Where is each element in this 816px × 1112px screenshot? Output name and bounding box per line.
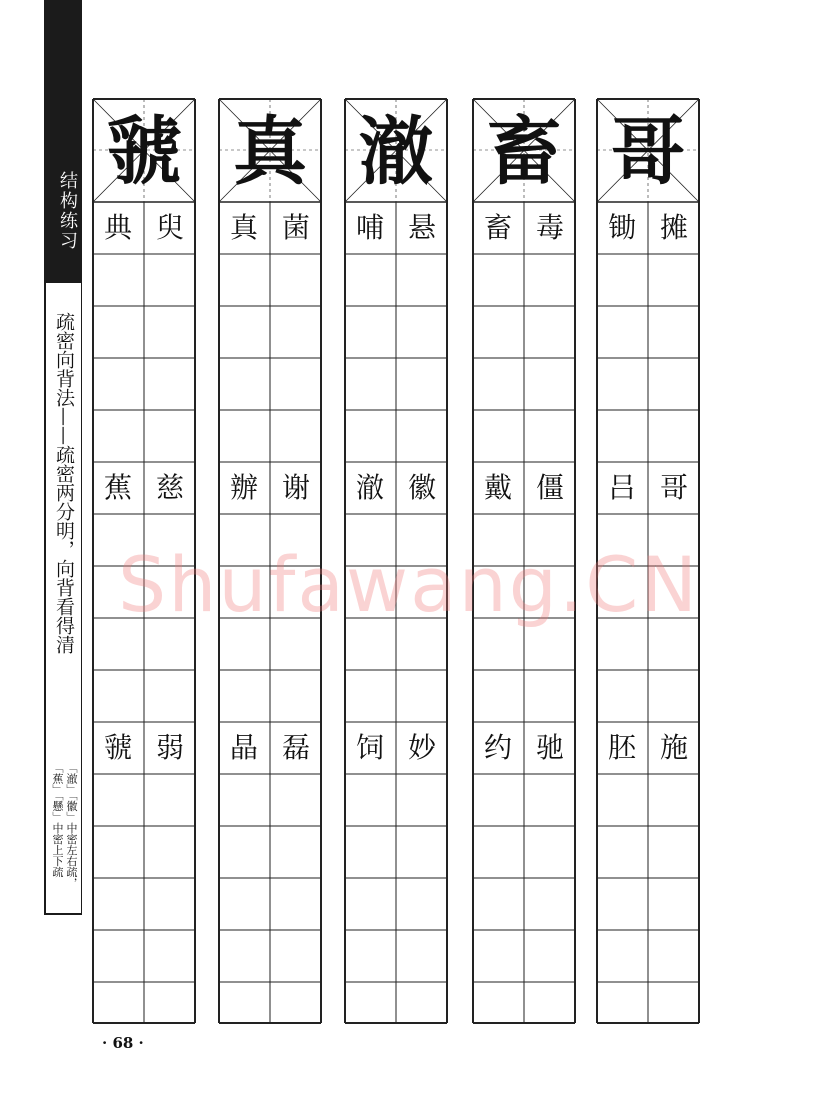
practice-character: 虢 (103, 731, 132, 764)
model-character: 虢 (107, 109, 181, 195)
section-title: 结构练习 (57, 171, 78, 251)
practice-character: 驰 (535, 731, 564, 764)
practice-character: 畜 (483, 211, 512, 244)
practice-character: 胚 (607, 731, 636, 764)
practice-character: 弱 (155, 731, 184, 764)
model-character: 澈 (359, 109, 433, 195)
practice-character: 哺 (355, 211, 384, 244)
method-note: 「澈」「徽」中密左右疏，「蕉」「懸」中密上下疏 (51, 762, 78, 889)
practice-character: 磊 (281, 731, 310, 764)
practice-character: 毒 (535, 211, 564, 244)
method-description: 疏密向背法——疏密两分明，向背看得清 (53, 312, 75, 654)
practice-character: 慈 (155, 471, 184, 504)
practice-character: 施 (659, 731, 688, 764)
model-character: 畜 (487, 109, 561, 195)
practice-character: 哥 (659, 471, 688, 504)
practice-character: 饲 (355, 731, 384, 764)
practice-character: 辦 (229, 471, 258, 504)
practice-character: 典 (103, 211, 132, 244)
practice-character: 约 (483, 731, 512, 764)
practice-character: 徽 (407, 471, 436, 504)
practice-character: 蕉 (103, 471, 132, 504)
practice-character: 锄 (607, 211, 636, 244)
practice-character: 谢 (281, 471, 310, 504)
model-character: 哥 (611, 109, 685, 195)
practice-character: 僵 (535, 471, 564, 504)
practice-character: 菌 (281, 211, 310, 244)
practice-character: 戴 (483, 471, 512, 504)
practice-character: 吕 (607, 471, 636, 504)
practice-character: 晶 (229, 731, 258, 764)
practice-character: 悬 (407, 211, 436, 244)
watermark: Shufawang.CN (118, 540, 700, 629)
practice-character: 澈 (355, 471, 384, 504)
practice-character: 摊 (659, 211, 688, 244)
practice-character: 妙 (407, 731, 436, 764)
practice-character: 臾 (155, 211, 184, 244)
page-number: · 68 · (102, 1034, 144, 1052)
practice-character: 真 (229, 211, 258, 244)
model-character: 真 (233, 109, 307, 195)
